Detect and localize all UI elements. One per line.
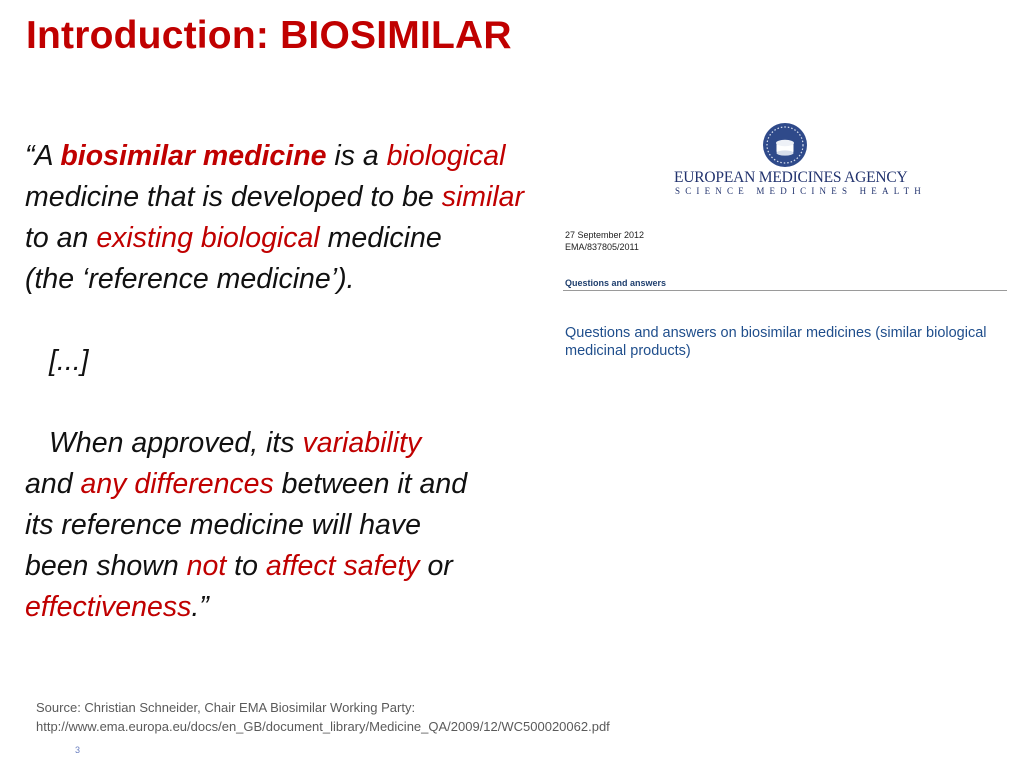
quote-text: When approved, its xyxy=(49,427,303,459)
quote-highlight: biosimilar medicine xyxy=(60,140,327,172)
slide-title: Introduction: BIOSIMILAR xyxy=(26,14,512,57)
quote-text: to xyxy=(226,550,266,582)
quote-text: and xyxy=(25,468,81,500)
quote-highlight: similar xyxy=(441,181,525,213)
quote-text: is a xyxy=(326,140,387,172)
document-meta xyxy=(565,229,644,253)
quote-text: medicine that is developed to be xyxy=(25,181,442,213)
quote-text: to an xyxy=(25,222,97,254)
quote-highlight: affect safety xyxy=(265,550,420,582)
quote-line-6 xyxy=(25,423,645,464)
quote-text: medicine xyxy=(319,222,442,254)
quote-line-4: (the ‘reference medicine’). xyxy=(25,263,355,295)
quote-line-1 xyxy=(25,136,645,177)
ema-logo xyxy=(674,118,926,198)
quote-gap xyxy=(25,300,645,341)
quote-text: been shown xyxy=(25,550,187,582)
quote-gap xyxy=(25,382,645,423)
ema-seal-icon xyxy=(762,122,808,168)
quote-line-10 xyxy=(25,587,645,628)
quote-text: .” xyxy=(191,591,209,623)
source-url: http://www.ema.europa.eu/docs/en_GB/document_library/Medicine_QA/2009/12/WC500020062.pdf xyxy=(36,719,610,734)
quote-highlight: biological xyxy=(386,140,506,172)
quote-line-8: its reference medicine will have xyxy=(25,509,422,541)
quote-highlight: variability xyxy=(302,427,422,459)
quote-line-2 xyxy=(25,177,645,218)
quote-line-7 xyxy=(25,464,645,505)
quote-text: or xyxy=(419,550,453,582)
ema-logo-tagline: SCIENCE MEDICINES HEALTH xyxy=(675,186,926,196)
quote-ellipsis: [...] xyxy=(49,345,89,377)
quote-highlight: any differences xyxy=(80,468,274,500)
quote-highlight: effectiveness xyxy=(25,591,192,623)
biosimilar-definition-quote xyxy=(25,136,645,628)
quote-highlight: existing biological xyxy=(96,222,320,254)
source-citation xyxy=(36,698,610,736)
source-author: Source: Christian Schneider, Chair EMA Biosimilar Working Party: xyxy=(36,700,416,715)
section-divider xyxy=(563,290,1007,291)
quote-highlight: not xyxy=(186,550,227,582)
quote-text: between it and xyxy=(273,468,468,500)
quote-line-3 xyxy=(25,218,645,259)
document-title: Questions and answers on biosimilar medicines (similar biological medicinal products) xyxy=(565,325,987,359)
quote-text: “A xyxy=(25,140,61,172)
document-reference: EMA/837805/2011 xyxy=(565,242,639,252)
ema-logo-name: EUROPEAN MEDICINES AGENCY xyxy=(674,169,908,186)
quote-line-9 xyxy=(25,546,645,587)
page-number: 3 xyxy=(75,745,81,755)
document-date: 27 September 2012 xyxy=(565,230,645,240)
document-section-label: Questions and answers xyxy=(565,278,667,288)
